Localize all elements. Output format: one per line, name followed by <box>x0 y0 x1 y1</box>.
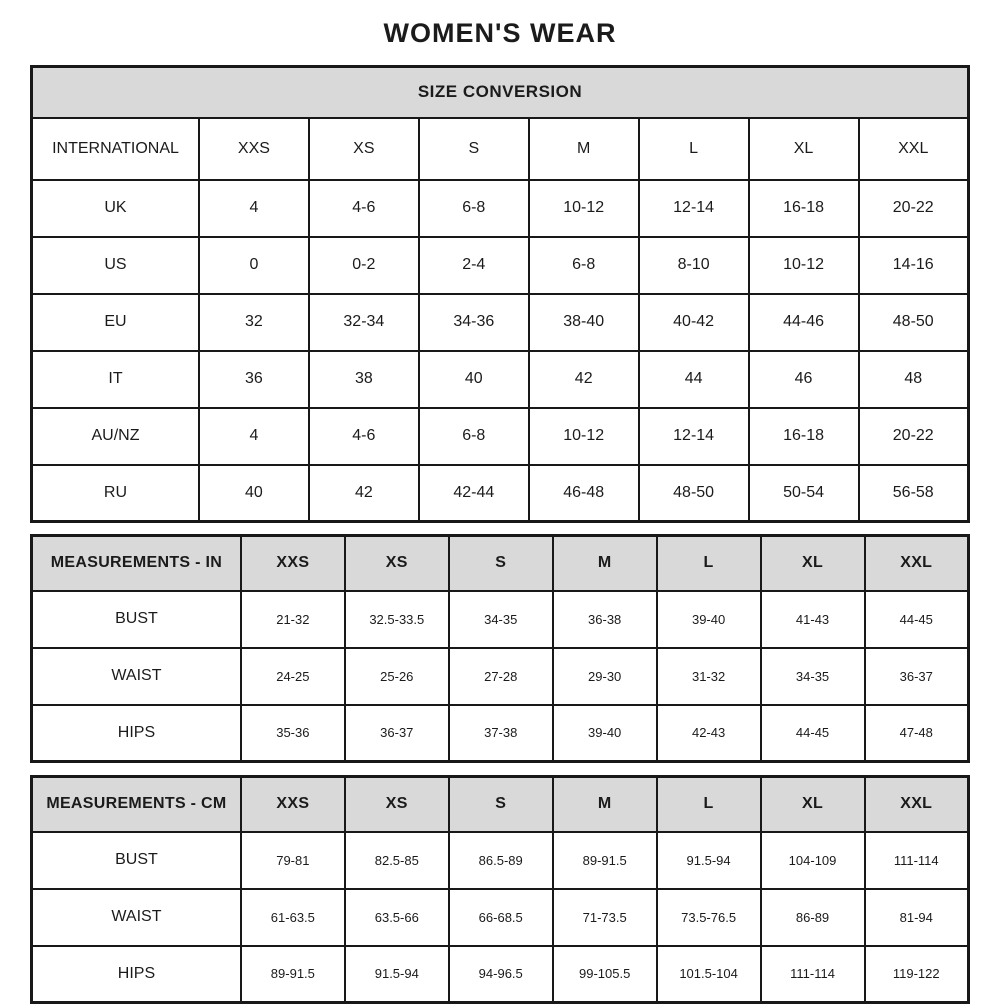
column-header-xl: XL <box>749 118 859 180</box>
table-cell: 10-12 <box>529 408 639 465</box>
table-cell: 38-40 <box>529 294 639 351</box>
row-label: WAIST <box>32 648 241 705</box>
row-label: WAIST <box>32 889 241 946</box>
table-row-waist <box>32 648 969 705</box>
table-row-waist <box>32 889 969 946</box>
row-label: US <box>32 237 199 294</box>
table-header-row <box>32 536 969 591</box>
column-header-xxl: XXL <box>865 536 969 591</box>
table-cell: 50-54 <box>749 465 859 522</box>
column-header-s: S <box>419 118 529 180</box>
table-cell: 8-10 <box>639 237 749 294</box>
table-cell: 34-36 <box>419 294 529 351</box>
table-cell: 36-37 <box>865 648 969 705</box>
row-label: HIPS <box>32 705 241 762</box>
row-label: BUST <box>32 591 241 648</box>
table-cell: 14-16 <box>859 237 969 294</box>
table-cell: 10-12 <box>529 180 639 237</box>
table-cell: 41-43 <box>761 591 865 648</box>
table-cell: 35-36 <box>241 705 345 762</box>
table-cell: 44-46 <box>749 294 859 351</box>
table-header-row <box>32 67 969 118</box>
column-header-m: M <box>553 777 657 832</box>
column-header-xxl: XXL <box>859 118 969 180</box>
table-cell: 86.5-89 <box>449 832 553 889</box>
table-cell: 39-40 <box>553 705 657 762</box>
column-header-xxs: XXS <box>199 118 309 180</box>
table-row-hips <box>32 946 969 1003</box>
table-cell: 0-2 <box>309 237 419 294</box>
table-row-uk <box>32 180 969 237</box>
column-header-xs: XS <box>309 118 419 180</box>
column-header-xxs: XXS <box>241 536 345 591</box>
table-cell: 99-105.5 <box>553 946 657 1003</box>
table-row-bust <box>32 591 969 648</box>
table-cell: 79-81 <box>241 832 345 889</box>
column-header-s: S <box>449 536 553 591</box>
column-header-xl: XL <box>761 777 865 832</box>
table-cell: 36-37 <box>345 705 449 762</box>
table-cell: 42 <box>309 465 419 522</box>
table-cell: 48-50 <box>859 294 969 351</box>
table-cell: 73.5-76.5 <box>657 889 761 946</box>
table-cell: 12-14 <box>639 408 749 465</box>
table-cell: 39-40 <box>657 591 761 648</box>
column-header-xs: XS <box>345 777 449 832</box>
row-label: BUST <box>32 832 241 889</box>
table-cell: 4-6 <box>309 180 419 237</box>
table-cell: 25-26 <box>345 648 449 705</box>
table-cell: 36 <box>199 351 309 408</box>
table-cell: 44 <box>639 351 749 408</box>
table-row-it <box>32 351 969 408</box>
table-cell: 40 <box>199 465 309 522</box>
table-cell: 89-91.5 <box>241 946 345 1003</box>
table-cell: 10-12 <box>749 237 859 294</box>
table-cell: 31-32 <box>657 648 761 705</box>
table-cell: 6-8 <box>419 408 529 465</box>
table-cell: 47-48 <box>865 705 969 762</box>
column-header-international: INTERNATIONAL <box>32 118 199 180</box>
table-cell: 42 <box>529 351 639 408</box>
table-cell: 16-18 <box>749 408 859 465</box>
column-header-m: M <box>529 118 639 180</box>
size-conversion-title: SIZE CONVERSION <box>32 67 969 118</box>
column-header-xxl: XXL <box>865 777 969 832</box>
table-cell: 46 <box>749 351 859 408</box>
table-cell: 111-114 <box>865 832 969 889</box>
row-label: IT <box>32 351 199 408</box>
table-cell: 81-94 <box>865 889 969 946</box>
table-cell: 44-45 <box>865 591 969 648</box>
table-row-us <box>32 237 969 294</box>
table-cell: 91.5-94 <box>657 832 761 889</box>
table-cell: 89-91.5 <box>553 832 657 889</box>
table-row-hips <box>32 705 969 762</box>
table-cell: 29-30 <box>553 648 657 705</box>
table-cell: 42-43 <box>657 705 761 762</box>
table-cell: 24-25 <box>241 648 345 705</box>
table-cell: 34-35 <box>761 648 865 705</box>
measurements-cm-title: MEASUREMENTS - CM <box>32 777 241 832</box>
table-cell: 71-73.5 <box>553 889 657 946</box>
table-cell: 6-8 <box>419 180 529 237</box>
table-cell: 38 <box>309 351 419 408</box>
table-cell: 66-68.5 <box>449 889 553 946</box>
row-label: HIPS <box>32 946 241 1003</box>
table-row-aunz <box>32 408 969 465</box>
table-header-row <box>32 777 969 832</box>
table-cell: 34-35 <box>449 591 553 648</box>
table-cell: 42-44 <box>419 465 529 522</box>
table-row-bust <box>32 832 969 889</box>
table-cell: 20-22 <box>859 408 969 465</box>
table-cell: 6-8 <box>529 237 639 294</box>
table-row-ru <box>32 465 969 522</box>
page-title: WOMEN'S WEAR <box>383 18 617 48</box>
table-cell: 91.5-94 <box>345 946 449 1003</box>
row-label: RU <box>32 465 199 522</box>
row-label: UK <box>32 180 199 237</box>
table-cell: 104-109 <box>761 832 865 889</box>
column-header-l: L <box>657 536 761 591</box>
column-header-xl: XL <box>761 536 865 591</box>
measurements-in-table <box>30 534 970 763</box>
table-cell: 82.5-85 <box>345 832 449 889</box>
table-cell: 37-38 <box>449 705 553 762</box>
row-label: AU/NZ <box>32 408 199 465</box>
table-cell: 61-63.5 <box>241 889 345 946</box>
table-cell: 21-32 <box>241 591 345 648</box>
table-cell: 48-50 <box>639 465 749 522</box>
table-cell: 0 <box>199 237 309 294</box>
size-conversion-table <box>30 65 970 523</box>
table-cell: 32 <box>199 294 309 351</box>
table-cell: 32.5-33.5 <box>345 591 449 648</box>
measurements-in-title: MEASUREMENTS - IN <box>32 536 241 591</box>
table-cell: 86-89 <box>761 889 865 946</box>
column-header-row <box>32 118 969 180</box>
table-cell: 4-6 <box>309 408 419 465</box>
column-header-s: S <box>449 777 553 832</box>
table-cell: 32-34 <box>309 294 419 351</box>
table-cell: 56-58 <box>859 465 969 522</box>
column-header-xxs: XXS <box>241 777 345 832</box>
table-cell: 36-38 <box>553 591 657 648</box>
column-header-xs: XS <box>345 536 449 591</box>
table-row-eu <box>32 294 969 351</box>
table-cell: 63.5-66 <box>345 889 449 946</box>
table-cell: 12-14 <box>639 180 749 237</box>
table-cell: 27-28 <box>449 648 553 705</box>
row-label: EU <box>32 294 199 351</box>
table-cell: 44-45 <box>761 705 865 762</box>
table-cell: 40 <box>419 351 529 408</box>
table-cell: 46-48 <box>529 465 639 522</box>
table-cell: 48 <box>859 351 969 408</box>
table-cell: 111-114 <box>761 946 865 1003</box>
table-cell: 4 <box>199 408 309 465</box>
measurements-cm-table <box>30 775 970 1004</box>
table-cell: 94-96.5 <box>449 946 553 1003</box>
table-cell: 20-22 <box>859 180 969 237</box>
column-header-m: M <box>553 536 657 591</box>
table-cell: 40-42 <box>639 294 749 351</box>
table-cell: 16-18 <box>749 180 859 237</box>
column-header-l: L <box>639 118 749 180</box>
column-header-l: L <box>657 777 761 832</box>
table-cell: 119-122 <box>865 946 969 1003</box>
table-cell: 2-4 <box>419 237 529 294</box>
table-cell: 101.5-104 <box>657 946 761 1003</box>
table-cell: 4 <box>199 180 309 237</box>
